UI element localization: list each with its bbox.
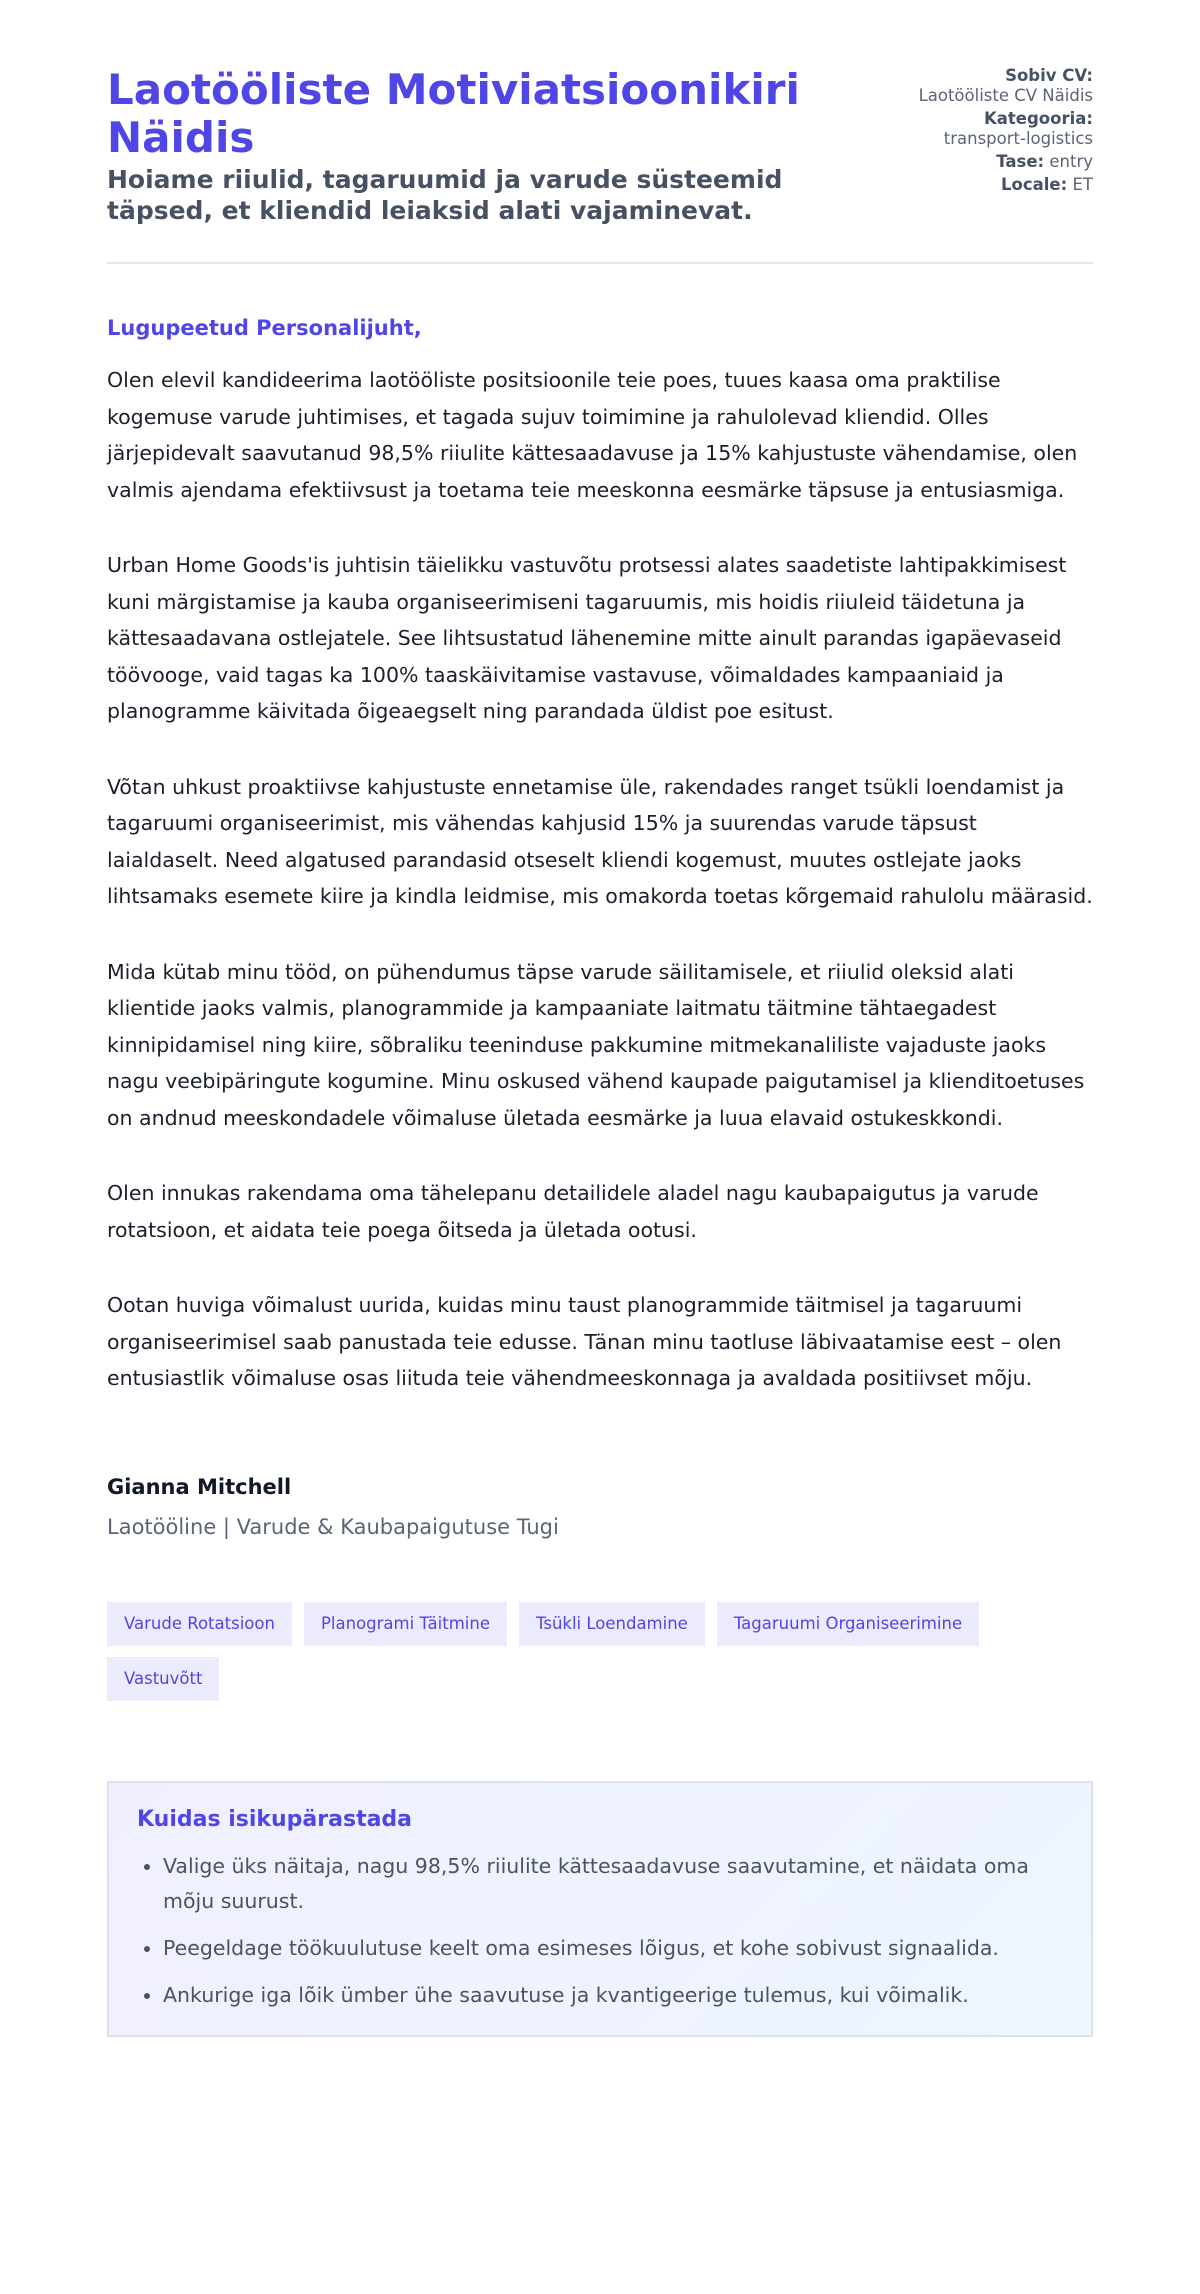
skill-tag: Tagaruumi Organiseerimine (717, 1602, 979, 1646)
tips-title: Kuidas isikupärastada (137, 1806, 413, 1832)
signature-name: Gianna Mitchell (107, 1474, 292, 1499)
personalization-tips (107, 1781, 1093, 2037)
meta-locale-value: ET (1072, 175, 1093, 194)
header-left (107, 66, 827, 226)
header (107, 66, 1093, 226)
page-title: Laotööliste Motiviatsioonikiri Näidis (107, 65, 800, 162)
meta-locale-label: Locale: (1001, 175, 1068, 194)
tips-list (137, 1849, 1063, 2013)
skill-tag: Planogrami Täitmine (304, 1602, 507, 1646)
letter-paragraph: Ootan huviga võimalust uurida, kuidas minu taust planogrammide täitmisel ja tagaruumi organiseerimisel saab panustada teie edusse. Tänan minu taotluse läbivaatamise eest – olen entusiastlik võimaluse osas liituda teie vähendmeeskonnaga ja avaldada positiivset mõju. (107, 1293, 1062, 1390)
page-subtitle: Hoiame riiulid, tagaruumid ja varude süsteemid täpsed, et kliendid leiaksid alati vajaminevat. (107, 165, 783, 225)
meta-panel (893, 66, 1093, 198)
signature-role: Laotööline | Varude & Kaubapaigutuse Tugi (107, 1514, 559, 1539)
skill-tag: Vastuvõtt (107, 1657, 219, 1701)
letter-paragraph: Olen elevil kandideerima laotööliste positsioonile teie poes, tuues kaasa oma praktilise kogemuse varude juhtimises, et tagada sujuv toimimine ja rahulolevad kliendid. Olles järjepidevalt saavutanud 98,5% riiulite kättesaadavuse ja 15% kahjustuste vähendamise, olen valmis ajendama efektiivsust ja toetama teie meeskonna eesmärke täpsuse ja entusiasmiga. (107, 368, 1078, 502)
meta-level-label: Tase: (996, 152, 1045, 171)
meta-category (893, 109, 1093, 149)
skill-tags (107, 1602, 1093, 1701)
meta-category-value: transport-logistics (943, 129, 1093, 148)
tip-item: • Ankurige iga lõik ümber ühe saavutuse ja kvantigeerige tulemus, kui võimalik. (163, 1978, 1063, 2013)
meta-level-value: entry (1049, 152, 1093, 171)
meta-fit-value: Laotööliste CV Näidis (918, 86, 1093, 105)
meta-fit-label: Sobiv CV: (1005, 66, 1093, 85)
meta-level (893, 152, 1093, 172)
skill-tag: Tsükli Loendamine (519, 1602, 705, 1646)
letter-paragraph: Olen innukas rakendama oma tähelepanu detailidele aladel nagu kaubapaigutus ja varude rotatsioon, et aidata teie poega õitseda ja ületada ootusi. (107, 1181, 1039, 1242)
meta-locale (893, 175, 1093, 195)
letter-paragraph: Võtan uhkust proaktiivse kahjustuste ennetamise üle, rakendades ranget tsükli loendamist ja tagaruumi organiseerimist, mis vähendas kahjusid 15% ja suurendas varude täpsust laialdaselt. Need algatused parandasid otseselt kliendi kogemust, muutes ostlejate jaoks lihtsamaks esemete kiire ja kindla leidmise, mis omakorda toetas kõrgemaid rahulolu määrasid. (107, 774, 1093, 908)
header-divider (107, 262, 1093, 264)
letter-paragraph: Mida kütab minu tööd, on pühendumus täpse varude säilitamisele, et riiulid oleksid alati klientide jaoks valmis, planogrammide ja kampaaniate laitmatu täitmine tähtaegadest kinnipidamisel ning kiire, sõbraliku teeninduse pakkumine mitmekanaliliste vajaduste jaoks nagu veebipäringute kogumine. Minu oskused vähend kaupade paigutamisel ja klienditoetuses on andnud meeskondadele võimaluse ületada eesmärke ja luua elavaid ostukeskkondi. (107, 959, 1085, 1130)
salutation: Lugupeetud Personalijuht, (107, 316, 422, 340)
skill-tag: Varude Rotatsioon (107, 1602, 292, 1646)
meta-fit (893, 66, 1093, 106)
letter-body (107, 362, 1093, 1397)
meta-category-label: Kategooria: (983, 109, 1093, 128)
tip-item: • Peegeldage töökuulutuse keelt oma esimeses lõigus, et kohe sobivust signaalida. (163, 1931, 1063, 1966)
tip-item: • Valige üks näitaja, nagu 98,5% riiulite kättesaadavuse saavutamine, et näidata oma mõju suurust. (163, 1849, 1063, 1919)
letter-paragraph: Urban Home Goods'is juhtisin täielikku vastuvõtu protsessi alates saadetiste lahtipakkimisest kuni märgistamise ja kauba organiseerimiseni tagaruumis, mis hoidis riiuleid täidetuna ja kättesaadavana ostlejatele. See lihtsustatud lähenemine mitte ainult parandas igapäevaseid töövooge, vaid tagas ka 100% taaskäivitamise vastavuse, võimaldades kampaaniaid ja planogramme käivitada õigeaegselt ning parandada üldist poe esitust. (107, 553, 1067, 723)
